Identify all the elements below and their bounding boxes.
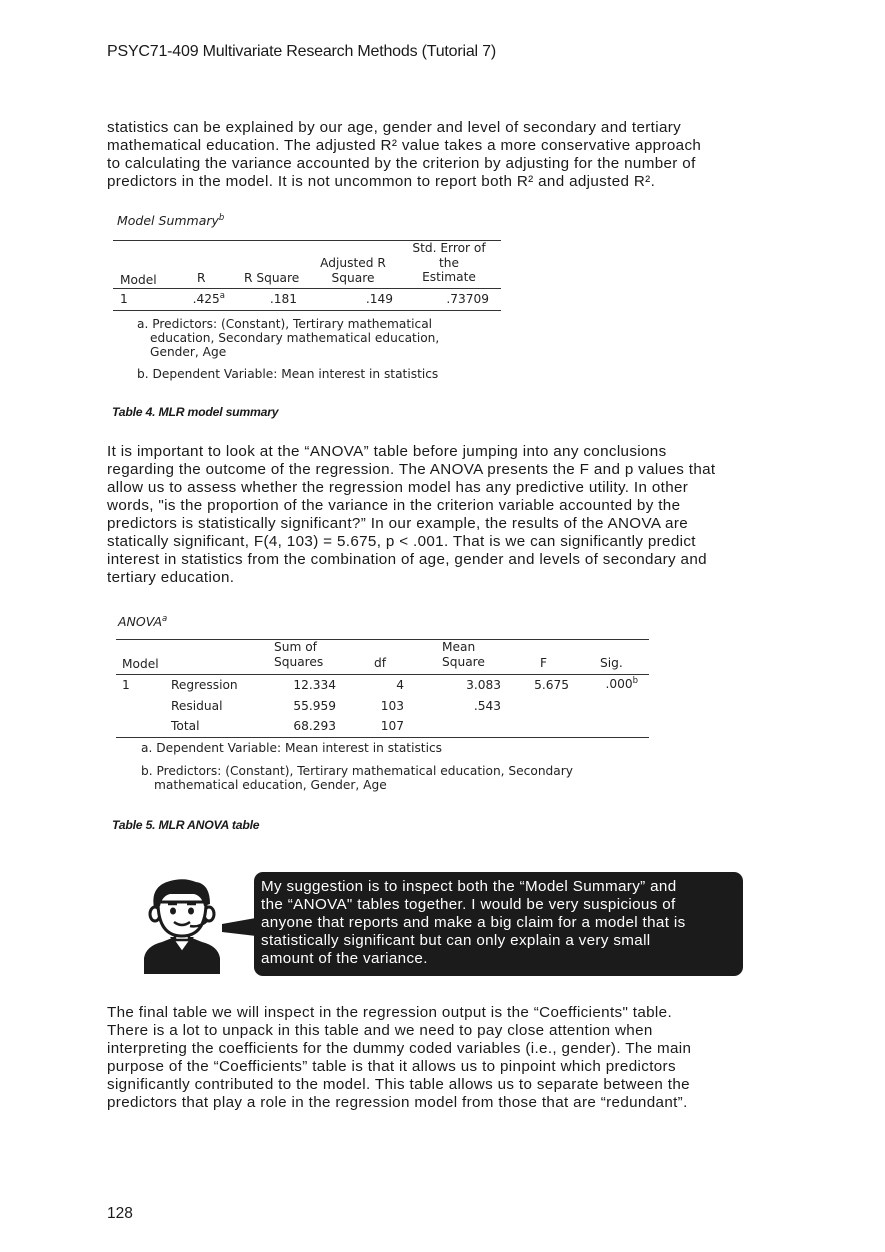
paragraph-line: tertiary education. [107,569,235,586]
row-r-value: .425$^a$ [192,291,225,307]
cell-sum-of-squares: 68.293 [293,719,336,733]
cell-mean-square: .543 [473,699,501,713]
paragraph-line: mathematical education. The adjusted R² value takes a more conservative approach [107,137,702,154]
header-adjusted-r-square: Adjusted R Square [320,256,386,285]
header-std-error: Std. Error of the Estimate [412,241,486,284]
cell-sum-of-squares: 55.959 [293,699,336,713]
paragraph-line: purpose of the “Coefficients” table is that it allows us to pinpoint which predictors [107,1058,676,1075]
running-header: PSYC71-409 Multivariate Research Methods (Tutorial 7) [107,43,496,60]
paragraph-line: statically significant, F(4, 103) = 5.675, p < .001. That is we can significantly predict [107,533,696,550]
header-model: Model [120,273,157,287]
anova-title: ANOVA$^a$ [118,614,168,630]
footnote-a-line: a. Predictors: (Constant), Tertirary mathematical [137,317,433,331]
paragraph-line: interest in statistics from the combination of age, gender and levels of secondary and [107,551,707,568]
row-label-regression: Regression [171,678,238,692]
paragraph-line: to calculating the variance accounted by the criterion by adjusting for the number of [107,155,696,172]
paragraph-intro [107,119,787,191]
row-std-error-value: .73709 [446,292,489,306]
header-f: F [540,656,548,670]
row-label-residual: Residual [171,699,223,713]
header-r-square: R Square [244,271,300,285]
paragraph-line: predictors in the model. It is not uncommon to report both R² and adjusted R². [107,173,656,190]
paragraph-line: There is a lot to unpack in this table and we need to pay close attention when [107,1022,653,1039]
title-footnote-marker: b [218,213,225,223]
page-number: 128 [107,1205,133,1222]
cell-df: 103 [380,699,404,713]
paragraph-line: It is important to look at the “ANOVA” table before jumping into any conclusions [107,443,667,460]
paragraph-line: interpreting the coefficients for the dummy coded variables (i.e., gender). The main [107,1040,692,1057]
paragraph-line: predictors that play a role in the regression model from those that are “redundant”. [107,1094,688,1111]
header-df: df [374,656,387,670]
cell-df: 107 [380,719,404,733]
cell-sig: .000$^b$ [605,676,638,692]
callout-line: My suggestion is to inspect both the “Model Summary” and [261,878,677,895]
paragraph-line: significantly contributed to the model. This table allows us to separate between the [107,1076,690,1093]
footnote-b-line: mathematical education, Gender, Age [154,778,387,792]
footnote-a-line: education, Secondary mathematical education, [150,331,440,345]
cell-f: 5.675 [534,678,569,692]
row-label-total: Total [171,719,200,733]
row-r-square-value: .181 [269,292,297,306]
anova-table [116,638,649,738]
row-model-number: 1 [120,292,128,306]
header-sum-of-squares: Sum of Squares [274,640,324,669]
model-summary-title: Model Summary$^b$ [117,213,225,229]
teacher-avatar-icon [140,878,260,976]
cell-df: 4 [396,678,404,692]
header-r: R [197,271,206,285]
callout-line: statistically significant but can only explain a very small [261,932,651,949]
callout-line: anyone that reports and make a big claim for a model that is [261,914,686,931]
footnote-b-line: b. Predictors: (Constant), Tertirary mathematical education, Secondary [141,764,573,778]
callout-line: the “ANOVA" tables together. I would be very suspicious of [261,896,676,913]
paragraph-line: regarding the outcome of the regression. The ANOVA presents the F and p values that [107,461,716,478]
header-mean-square: Mean Square [442,640,485,669]
paragraph-anova-explanation [107,443,787,587]
paragraph-line: statistics can be explained by our age, gender and level of secondary and tertiary [107,119,682,136]
header-sig: Sig. [600,656,623,670]
paragraph-coefficients-intro [107,1004,787,1112]
paragraph-line: allow us to assess whether the regression model has any predictive utility. In other [107,479,689,496]
row-adjusted-r-square-value: .149 [365,292,393,306]
table-5-caption: Table 5. MLR ANOVA table [112,818,260,832]
table-4-caption: Table 4. MLR model summary [112,405,279,419]
footnote-a: a. Dependent Variable: Mean interest in statistics [141,741,443,755]
paragraph-line: predictors is statistically significant?” In our example, the results of the ANOVA are [107,515,689,532]
model-summary-table [113,238,501,314]
callout-line: amount of the variance. [261,950,428,967]
footnote-a-line: Gender, Age [150,345,227,359]
header-model: Model [122,657,159,671]
cell-sum-of-squares: 12.334 [293,678,336,692]
callout-text [261,878,741,968]
paragraph-line: words, "is the proportion of the variance in the criterion variable accounted by the [107,497,681,514]
footnote-b: b. Dependent Variable: Mean interest in statistics [137,367,439,381]
cell-mean-square: 3.083 [466,678,501,692]
row-model-number: 1 [122,678,130,692]
title-footnote-marker: a [162,614,168,624]
paragraph-line: The final table we will inspect in the regression output is the “Coefficients" table. [107,1004,673,1021]
